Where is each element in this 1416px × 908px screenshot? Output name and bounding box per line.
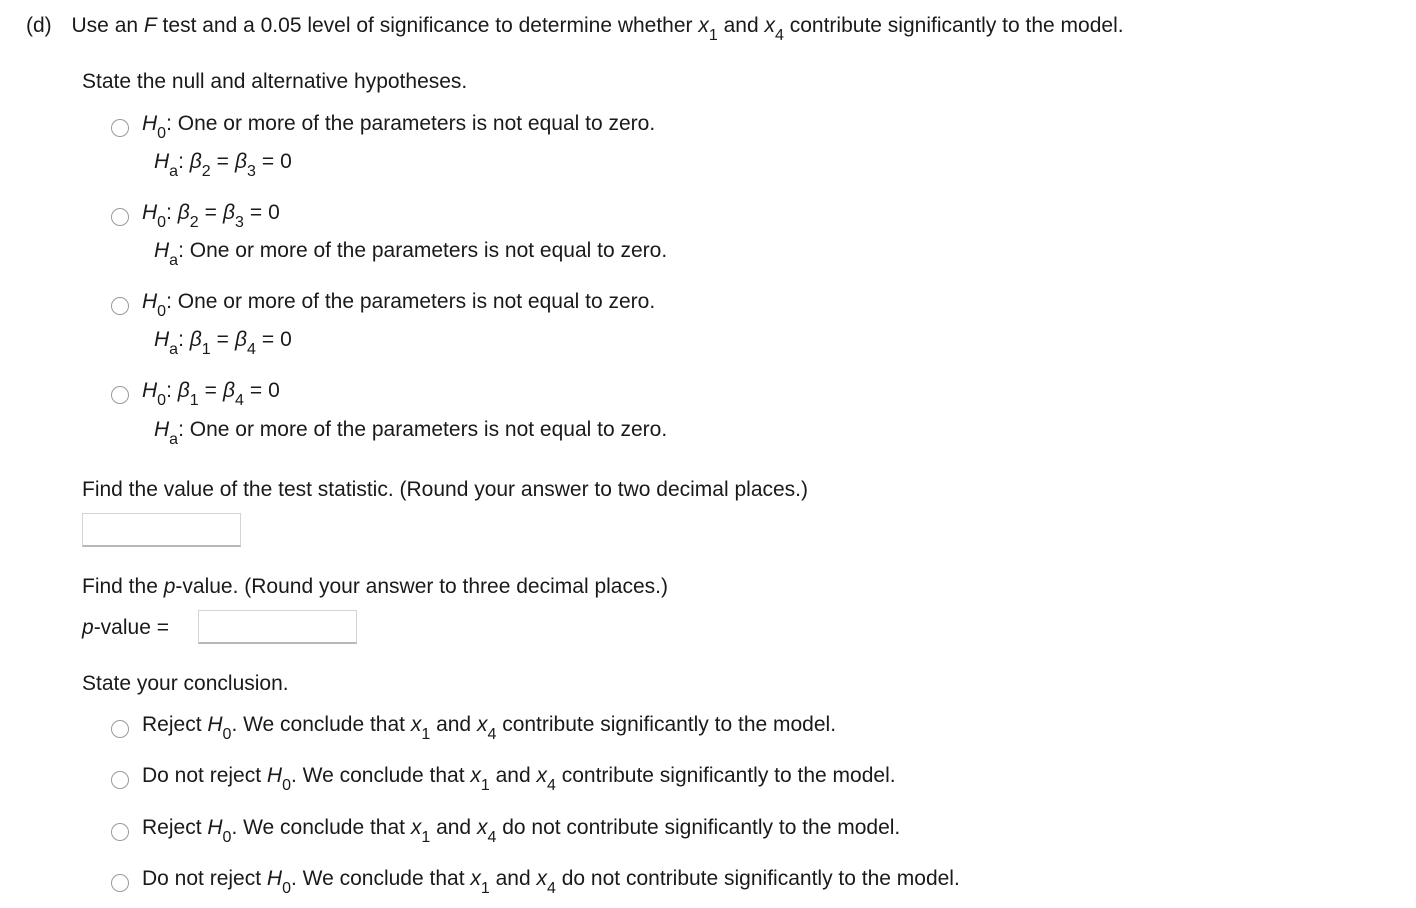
text-fragment: : <box>178 150 184 173</box>
text-fragment: Reject <box>142 713 208 736</box>
hypothesis-option-4-h0 <box>142 379 280 409</box>
text-fragment: Find the <box>82 575 164 598</box>
text-fragment: x <box>698 14 709 37</box>
text-fragment: One or more of the parameters is not equal to zero. <box>189 418 668 441</box>
text-fragment: = <box>204 201 217 224</box>
text-fragment: x <box>470 867 481 890</box>
p-value-input[interactable] <box>198 610 357 644</box>
text-fragment: 2 <box>201 163 211 180</box>
text-fragment: contribute significantly to the model. <box>496 713 837 736</box>
text-fragment: 0 <box>280 328 292 351</box>
text-fragment: 1 <box>421 726 431 743</box>
conclusion-option-1-label <box>142 713 837 743</box>
text-fragment: H <box>154 418 170 441</box>
text-fragment: H <box>154 239 170 262</box>
text-fragment: H <box>266 867 283 890</box>
text-fragment: 0 <box>282 777 291 794</box>
text-fragment: One or more of the parameters is not equal to zero. <box>177 112 656 135</box>
text-fragment: H <box>154 328 170 351</box>
text-fragment: a <box>169 252 179 269</box>
text-fragment: 0 <box>222 726 232 743</box>
text-fragment: = <box>216 328 229 351</box>
text-fragment: 0 <box>157 392 167 409</box>
text-fragment: 0 <box>268 379 280 402</box>
text-fragment: x <box>476 713 488 736</box>
text-fragment: β <box>189 328 202 351</box>
text-fragment: 3 <box>246 163 256 180</box>
text-fragment: One or more of the parameters is not equal to zero. <box>177 290 656 313</box>
hypothesis-option-2-ha <box>154 239 668 269</box>
text-fragment: and <box>430 816 477 839</box>
text-fragment: 4 <box>547 880 556 897</box>
text-fragment: 4 <box>547 777 556 794</box>
text-fragment: 1 <box>708 27 718 44</box>
text-fragment: a <box>169 341 179 358</box>
text-fragment: : <box>178 239 184 262</box>
text-fragment: x <box>410 816 422 839</box>
text-fragment: . We conclude that <box>290 867 471 890</box>
text-fragment: H <box>266 764 283 787</box>
text-fragment: : <box>166 201 172 224</box>
p-value-prompt <box>82 575 668 599</box>
text-fragment: contribute significantly to the model. <box>783 14 1124 37</box>
text-fragment: and <box>489 764 537 787</box>
text-fragment: -value. (Round your answer to three decimal places.) <box>175 575 668 598</box>
text-fragment: 4 <box>487 726 497 743</box>
text-fragment: H <box>207 713 223 736</box>
text-fragment: 4 <box>487 829 497 846</box>
text-fragment: 0 <box>157 125 167 142</box>
text-fragment: Do not reject <box>142 764 267 787</box>
text-fragment: β <box>234 150 247 173</box>
text-fragment: Use an <box>71 14 144 37</box>
text-fragment: Do not reject <box>142 867 267 890</box>
p-value-label <box>82 616 169 640</box>
conclusion-prompt: State your conclusion. <box>82 672 289 695</box>
text-fragment: = <box>216 150 229 173</box>
conclusion-option-3-label <box>142 816 901 846</box>
text-fragment: β <box>189 150 202 173</box>
hypothesis-option-4-radio[interactable] <box>111 386 129 404</box>
text-fragment: : <box>178 418 184 441</box>
part-label: (d) <box>26 14 52 37</box>
test-statistic-prompt: Find the value of the test statistic. (Round your answer to two decimal places.) <box>82 478 809 501</box>
text-fragment: H <box>154 150 170 173</box>
text-fragment: β <box>177 379 190 402</box>
text-fragment: One or more of the parameters is not equal to zero. <box>189 239 668 262</box>
text-fragment: x <box>536 764 547 787</box>
text-fragment: 3 <box>234 214 244 231</box>
hypothesis-option-1-radio[interactable] <box>111 119 129 137</box>
text-fragment: . We conclude that <box>231 816 411 839</box>
text-fragment: 4 <box>234 392 244 409</box>
text-fragment: 4 <box>246 341 256 358</box>
text-fragment: x <box>536 867 547 890</box>
text-fragment: contribute significantly to the model. <box>555 764 896 787</box>
text-fragment: H <box>142 112 158 135</box>
text-fragment: β <box>222 379 235 402</box>
text-fragment: 2 <box>189 214 199 231</box>
text-fragment: β <box>234 328 247 351</box>
text-fragment: F <box>143 14 157 37</box>
text-fragment: 0 <box>282 880 291 897</box>
text-fragment: H <box>142 201 158 224</box>
text-fragment: 0 <box>280 150 292 173</box>
test-statistic-input[interactable] <box>82 513 241 547</box>
text-fragment: : <box>178 328 184 351</box>
text-fragment: p <box>82 616 94 639</box>
question-line <box>26 14 1124 44</box>
text-fragment: Reject <box>142 816 208 839</box>
text-fragment: a <box>169 431 179 448</box>
text-fragment: x <box>470 764 481 787</box>
text-fragment: test and a 0.05 level of significance to determine whether <box>156 14 699 37</box>
text-fragment: -value = <box>93 616 169 639</box>
text-fragment: 1 <box>189 392 199 409</box>
hypothesis-option-4-ha <box>154 418 668 448</box>
text-fragment: H <box>142 290 158 313</box>
conclusion-option-3-radio[interactable] <box>111 823 129 841</box>
text-fragment: = <box>261 150 275 173</box>
hypothesis-option-1-ha <box>154 150 292 180</box>
text-fragment: 0 <box>157 303 167 320</box>
text-fragment: and <box>430 713 477 736</box>
hypotheses-prompt: State the null and alternative hypotheses. <box>82 70 468 93</box>
conclusion-option-2-radio[interactable] <box>111 771 129 789</box>
text-fragment: p <box>163 575 176 598</box>
hypothesis-option-2-h0 <box>142 201 280 231</box>
hypothesis-option-3-radio[interactable] <box>111 297 129 315</box>
hypothesis-option-2-radio[interactable] <box>111 208 129 226</box>
text-fragment: β <box>222 201 235 224</box>
text-fragment: : <box>166 112 172 135</box>
text-fragment: 1 <box>201 341 211 358</box>
text-fragment: = <box>261 328 275 351</box>
text-fragment: 1 <box>480 777 490 794</box>
text-fragment: 1 <box>421 829 431 846</box>
text-fragment: x <box>476 816 488 839</box>
text-fragment: = <box>204 379 217 402</box>
text-fragment: do not contribute significantly to the model. <box>555 867 960 890</box>
hypothesis-option-3-h0 <box>142 290 656 320</box>
text-fragment: = <box>249 201 263 224</box>
text-fragment: β <box>177 201 190 224</box>
hypothesis-option-1-h0 <box>142 112 656 142</box>
conclusion-option-4-label <box>142 867 960 897</box>
text-fragment: and <box>489 867 537 890</box>
text-fragment: x <box>764 14 775 37</box>
text-fragment: and <box>717 14 765 37</box>
text-fragment: 4 <box>775 27 784 44</box>
text-fragment: H <box>207 816 223 839</box>
text-fragment: a <box>169 163 179 180</box>
conclusion-option-4-radio[interactable] <box>111 874 129 892</box>
text-fragment: . We conclude that <box>231 713 411 736</box>
text-fragment: 1 <box>480 880 490 897</box>
text-fragment: x <box>410 713 422 736</box>
text-fragment: 0 <box>268 201 280 224</box>
text-fragment: do not contribute significantly to the model. <box>496 816 901 839</box>
text-fragment: H <box>142 379 158 402</box>
text-fragment: 0 <box>222 829 232 846</box>
text-fragment: 0 <box>157 214 167 231</box>
hypothesis-option-3-ha <box>154 328 292 358</box>
text-fragment: . We conclude that <box>290 764 471 787</box>
conclusion-option-1-radio[interactable] <box>111 720 129 738</box>
text-fragment: : <box>166 379 172 402</box>
text-fragment: = <box>249 379 263 402</box>
text-fragment: : <box>166 290 172 313</box>
conclusion-option-2-label <box>142 764 896 794</box>
